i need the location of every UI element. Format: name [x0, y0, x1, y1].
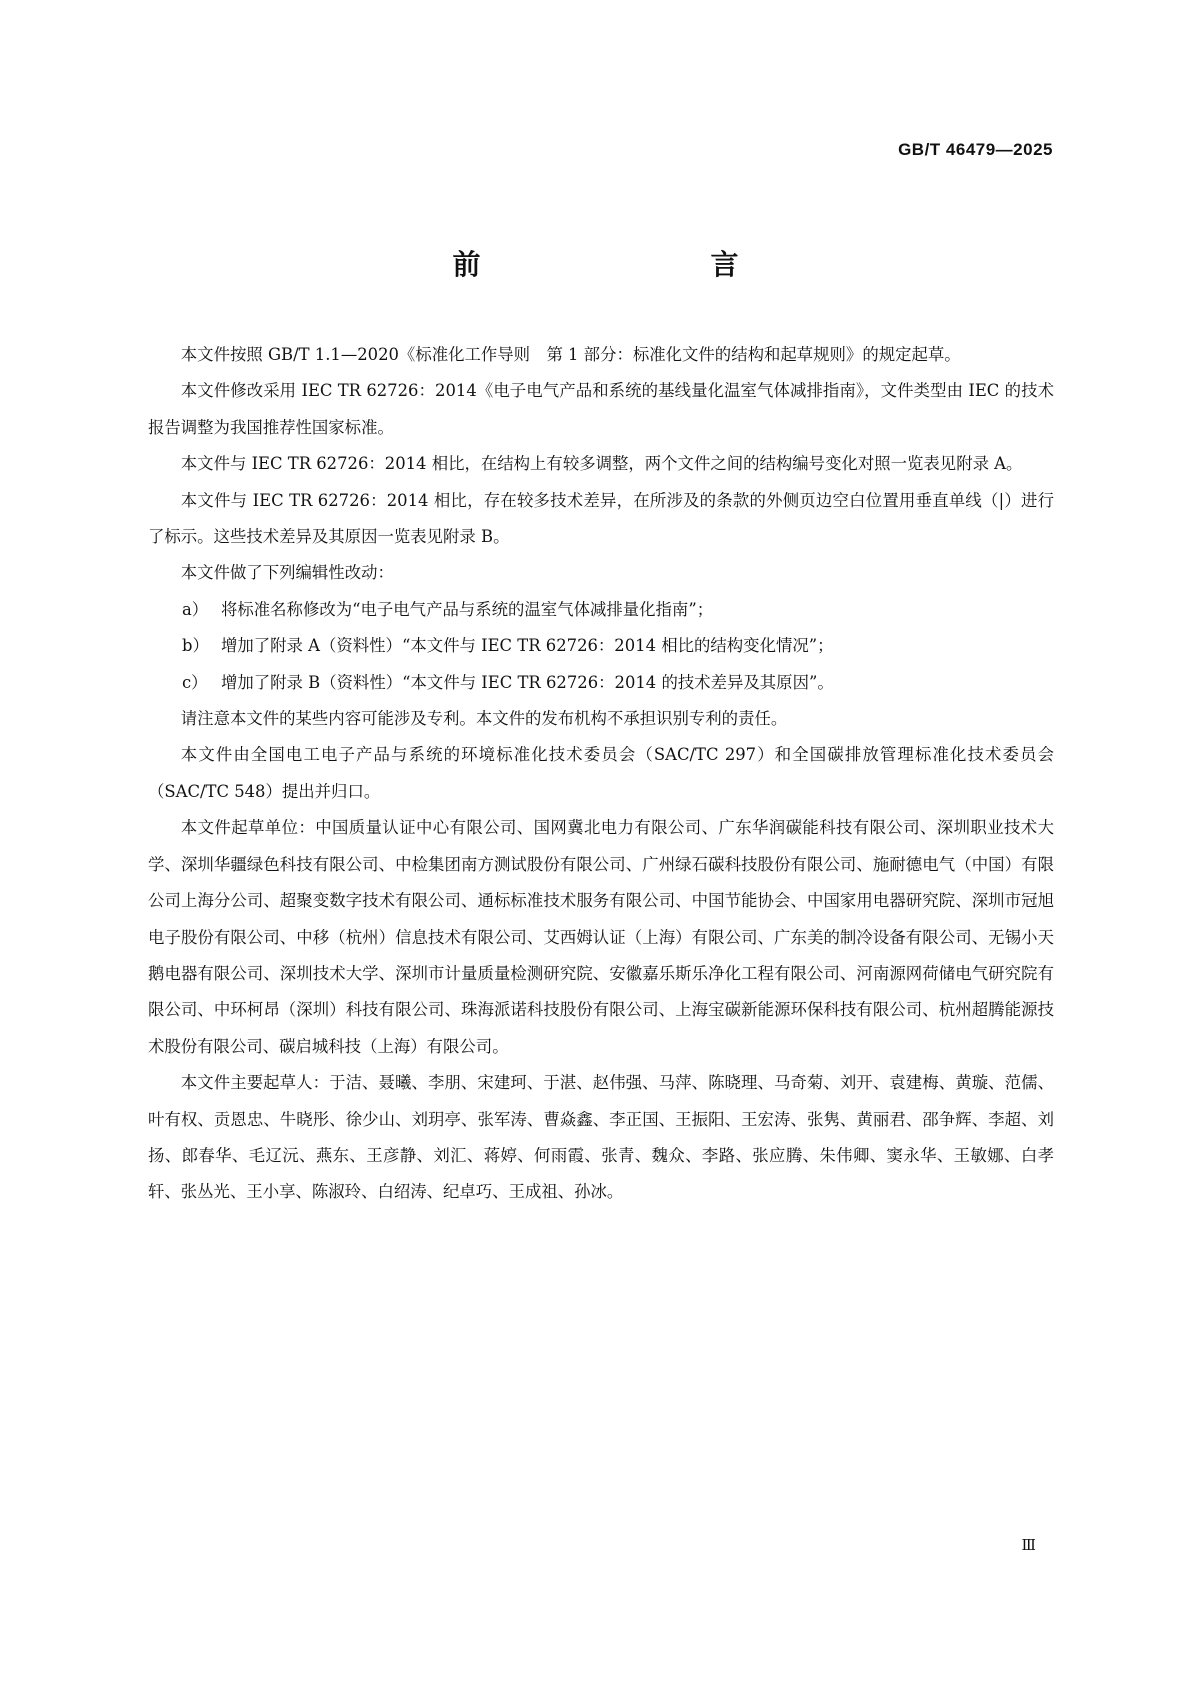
page-title	[0, 243, 1191, 283]
list-marker: b）	[182, 636, 209, 656]
paragraph: 本文件主要起草人：于洁、聂曦、李朋、宋建珂、于湛、赵伟强、马萍、陈晓理、马奇菊、刘开、袁建梅、黄璇、范儒、叶有权、贡恩忠、牛晓彤、徐少山、刘玥亭、张军涛、曹焱鑫、李正国、王振阳、王宏涛、张隽、黄丽君、邵争辉、李超、刘扬、郎春华、毛辽沅、燕东、王彦静、刘汇、蒋婷、何雨霞、张青、魏众、李路、张应腾、朱伟卿、窦永华、王敏娜、白孝轩、张丛光、王小享、陈淑玲、白绍涛、纪卓巧、王成祖、孙冰。	[148, 1073, 1054, 1202]
standard-number: GB/T 46479—2025	[898, 140, 1053, 159]
paragraph: 本文件与 IEC TR 62726：2014 相比，存在较多技术差异，在所涉及的条款的外侧页边空白位置用垂直单线（|）进行了标示。这些技术差异及其原因一览表见附录 B。	[148, 490, 1054, 547]
list-marker: a）	[182, 599, 209, 619]
list-item-text: 增加了附录 B（资料性）“本文件与 IEC TR 62726：2014 的技术差异及其原因”。	[221, 672, 834, 692]
paragraph: 本文件与 IEC TR 62726：2014 相比，在结构上有较多调整，两个文件之间的结构编号变化对照一览表见附录 A。	[180, 454, 1023, 474]
list-item	[148, 592, 1054, 628]
list-item	[148, 628, 1054, 664]
list-item-text: 将标准名称修改为“电子电气产品与系统的温室气体减排量化指南”；	[221, 599, 714, 619]
paragraph: 请注意本文件的某些内容可能涉及专利。本文件的发布机构不承担识别专利的责任。	[180, 709, 788, 729]
document-body	[148, 337, 1054, 1211]
paragraph: 本文件做了下列编辑性改动：	[180, 563, 394, 583]
list-item	[148, 665, 1054, 701]
paragraph: 本文件按照 GB/T 1.1—2020《标准化工作导则 第 1 部分：标准化文件的结构和起草规则》的规定起草。	[180, 345, 961, 364]
list-marker: c）	[182, 672, 208, 692]
paragraph: 本文件修改采用 IEC TR 62726：2014《电子电气产品和系统的基线量化温室气体减排指南》，文件类型由 IEC 的技术报告调整为我国推荐性国家标准。	[148, 381, 1054, 437]
page-title-text: 前 言	[452, 248, 797, 281]
page-number: Ⅲ	[1021, 1536, 1036, 1554]
paragraph: 本文件由全国电工电子产品与系统的环境标准化技术委员会（SAC/TC 297）和全国碳排放管理标准化技术委员会（SAC/TC 548）提出并归口。	[148, 745, 1054, 801]
list-item-text: 增加了附录 A（资料性）“本文件与 IEC TR 62726：2014 相比的结构变化情况”；	[221, 636, 834, 656]
paragraph: 本文件起草单位：中国质量认证中心有限公司、国网冀北电力有限公司、广东华润碳能科技有限公司、深圳职业技术大学、深圳华疆绿色科技有限公司、中检集团南方测试股份有限公司、广州绿石碳科技股份有限公司、施耐德电气（中国）有限公司上海分公司、超聚变数字技术有限公司、通标标准技术服务有限公司、中国节能协会、中国家用电器研究院、深圳市冠旭电子股份有限公司、中移（杭州）信息技术有限公司、艾西姆认证（上海）有限公司、广东美的制冷设备有限公司、无锡小天鹅电器有限公司、深圳技术大学、深圳市计量质量检测研究院、安徽嘉乐斯乐净化工程有限公司、河南源网荷储电气研究院有限公司、中环柯昂（深圳）科技有限公司、珠海派诺科技股份有限公司、上海宝碳新能源环保科技有限公司、杭州超腾能源技术股份有限公司、碳启城科技（上海）有限公司。	[148, 818, 1054, 1056]
